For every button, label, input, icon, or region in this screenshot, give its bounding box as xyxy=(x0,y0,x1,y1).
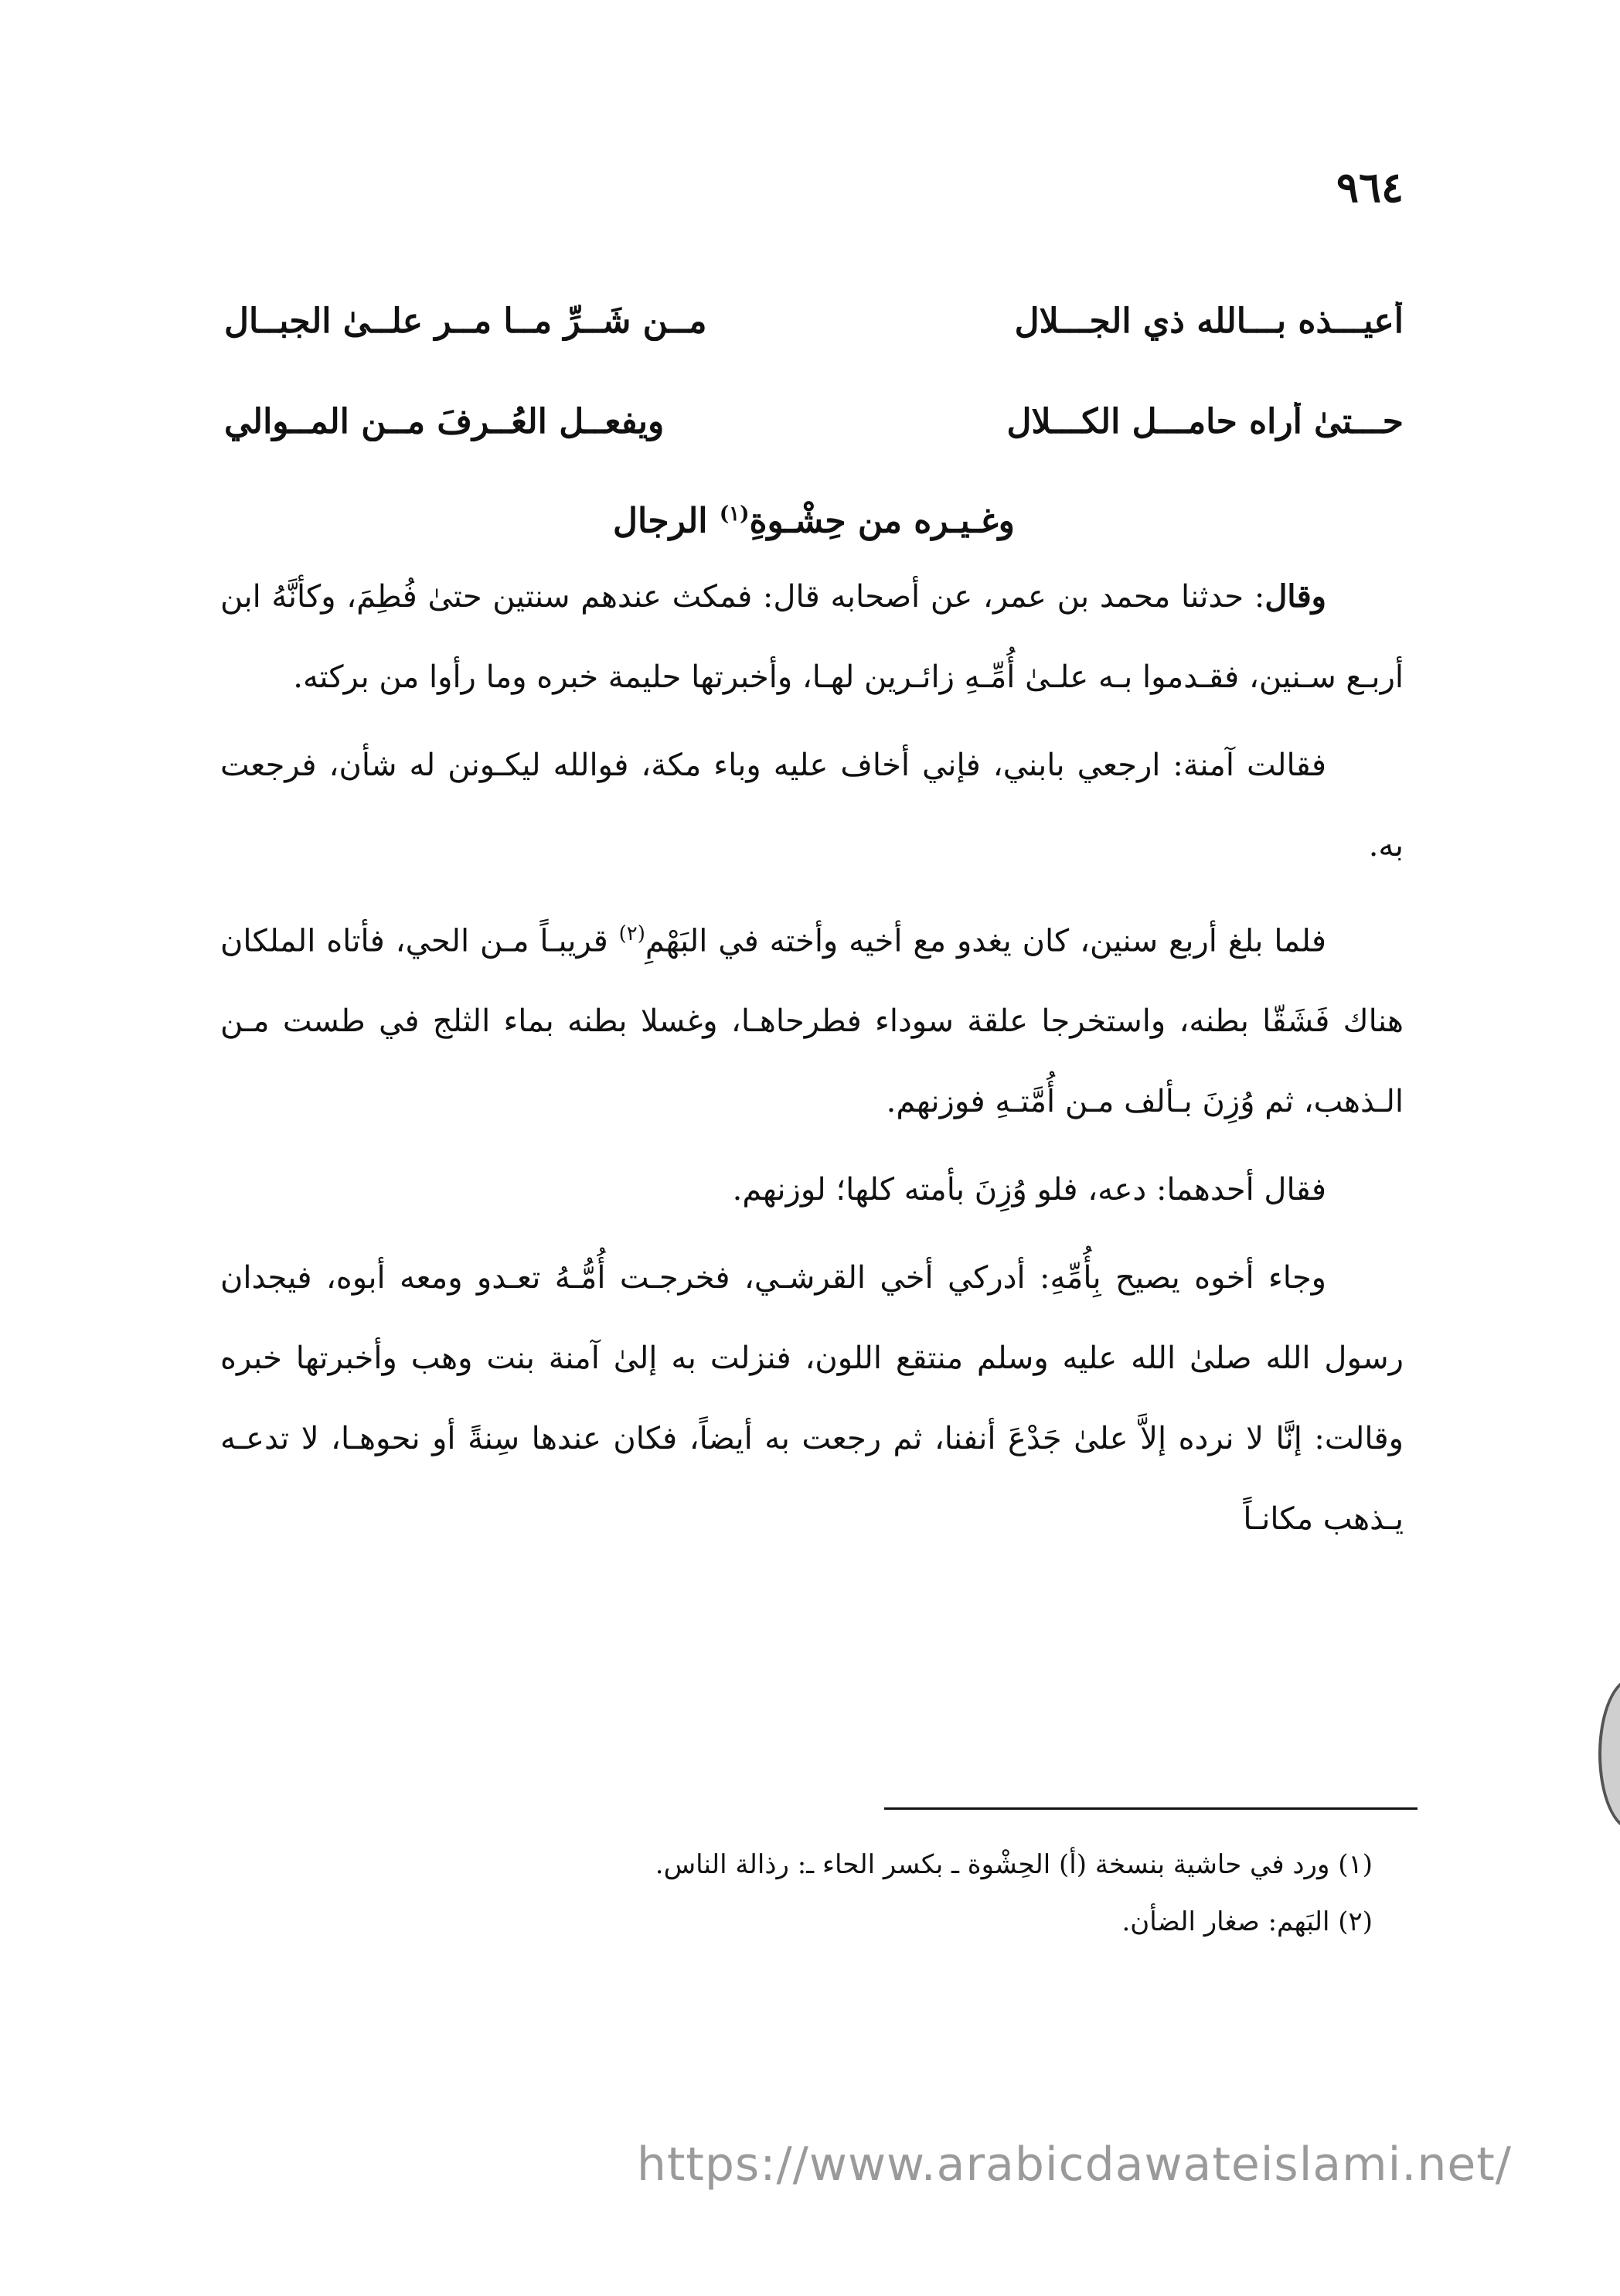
verse-single-line xyxy=(224,472,1404,557)
paragraph: وجاء أخوه يصيح بِأُمِّهِ: أدركي أخي القرشـي، فخرجـت أُمُّـهُ تعـدو ومعه أبوه، فيجدان رسول الله صلىٰ الله عليه وسلم منتقع اللون، فنزلت به إلىٰ آمنة بنت وهب وأخبرتها خبره وقالت: إنَّا لا نرده إلاَّ علىٰ جَدْعَ أنفنا، ثم رجعت به أيضاً، فكان عندها سِنةً أو نحوهـا، لا تدعـه يـذهب مكانـاً xyxy=(220,1260,1404,1538)
verse-first-hemistich: أعيـــذه بـــالله ذي الجـــلال xyxy=(1014,301,1404,341)
footnote-ref-2: (٢) xyxy=(618,922,645,945)
paragraph xyxy=(220,894,1404,1142)
body-text xyxy=(220,557,1404,1567)
page-number: ٩٦٤ xyxy=(1336,162,1404,212)
paragraph-lead-word: وقال xyxy=(1264,578,1326,615)
footnote-separator xyxy=(884,1807,1418,1810)
poem-verses xyxy=(224,271,1404,557)
page-edge-scan-mark xyxy=(1598,1678,1620,1831)
verse-single-text: وغـيـره من حِشْـوةِ xyxy=(749,501,1015,541)
footnotes xyxy=(220,1836,1373,1950)
paragraph: فقال أحدهما: دعه، فلو وُزِنَ بأمته كلها؛ لوزنهم. xyxy=(732,1172,1326,1208)
verse-single-text-end: الرجال xyxy=(613,501,720,541)
footnote-2: (٢) البَهم: صغار الضأن. xyxy=(1121,1906,1373,1937)
footnote-1: (١) ورد في حاشية بنسخة (أ) الحِشْوة ـ بكسر الحاء ـ: رذالة الناس. xyxy=(655,1849,1373,1880)
verse-second-hemistich: مــن شَــرِّ مــا مــر علــىٰ الجبــال xyxy=(224,301,707,341)
paragraph-text: : حدثنا محمد بن عمر، عن أصحابه قال: فمكث عندهم سنتين حتىٰ فُطِمَ، وكأنَّهُ ابن أربـع سـنين، فقـدموا بـه علـىٰ أُمِّـهِ زائـرين لهـا، وأخبرتها حليمة خبره وما رأوا من بركته. xyxy=(220,579,1404,695)
footnote-ref-1: (١) xyxy=(719,502,750,526)
verse-row xyxy=(224,271,1404,371)
watermark-url: https://www.arabicdawateislami.net/ xyxy=(636,2138,1512,2192)
paragraph-text: فلما بلغ أربع سنين، كان يغدو مع أخيه وأخته في البَهْمِ xyxy=(645,923,1326,959)
paragraph: فقالت آمنة: ارجعي بابني، فإني أخاف عليه وباء مكة، فوالله ليكـونن له شأن، فرجعت به. xyxy=(220,748,1404,864)
paragraph xyxy=(220,557,1404,717)
paragraph-text-end: قريبـاً مـن الحي، فأتاه الملكان هناك فَشَقّا بطنه، واستخرجا علقة سوداء فطرحاهـا، وغسلا بطنه بماء الثلج في طست مـن الـذهب، ثم وُزِنَ بـألف مـن أُمَّتـهِ فوزنهم. xyxy=(220,923,1404,1120)
verse-first-hemistich: حـــتىٰ أراه حامـــل الكـــلال xyxy=(1006,401,1404,441)
verse-row xyxy=(224,371,1404,472)
verse-second-hemistich: ويفعــل العُــرفَ مــن المــوالي xyxy=(224,401,665,441)
